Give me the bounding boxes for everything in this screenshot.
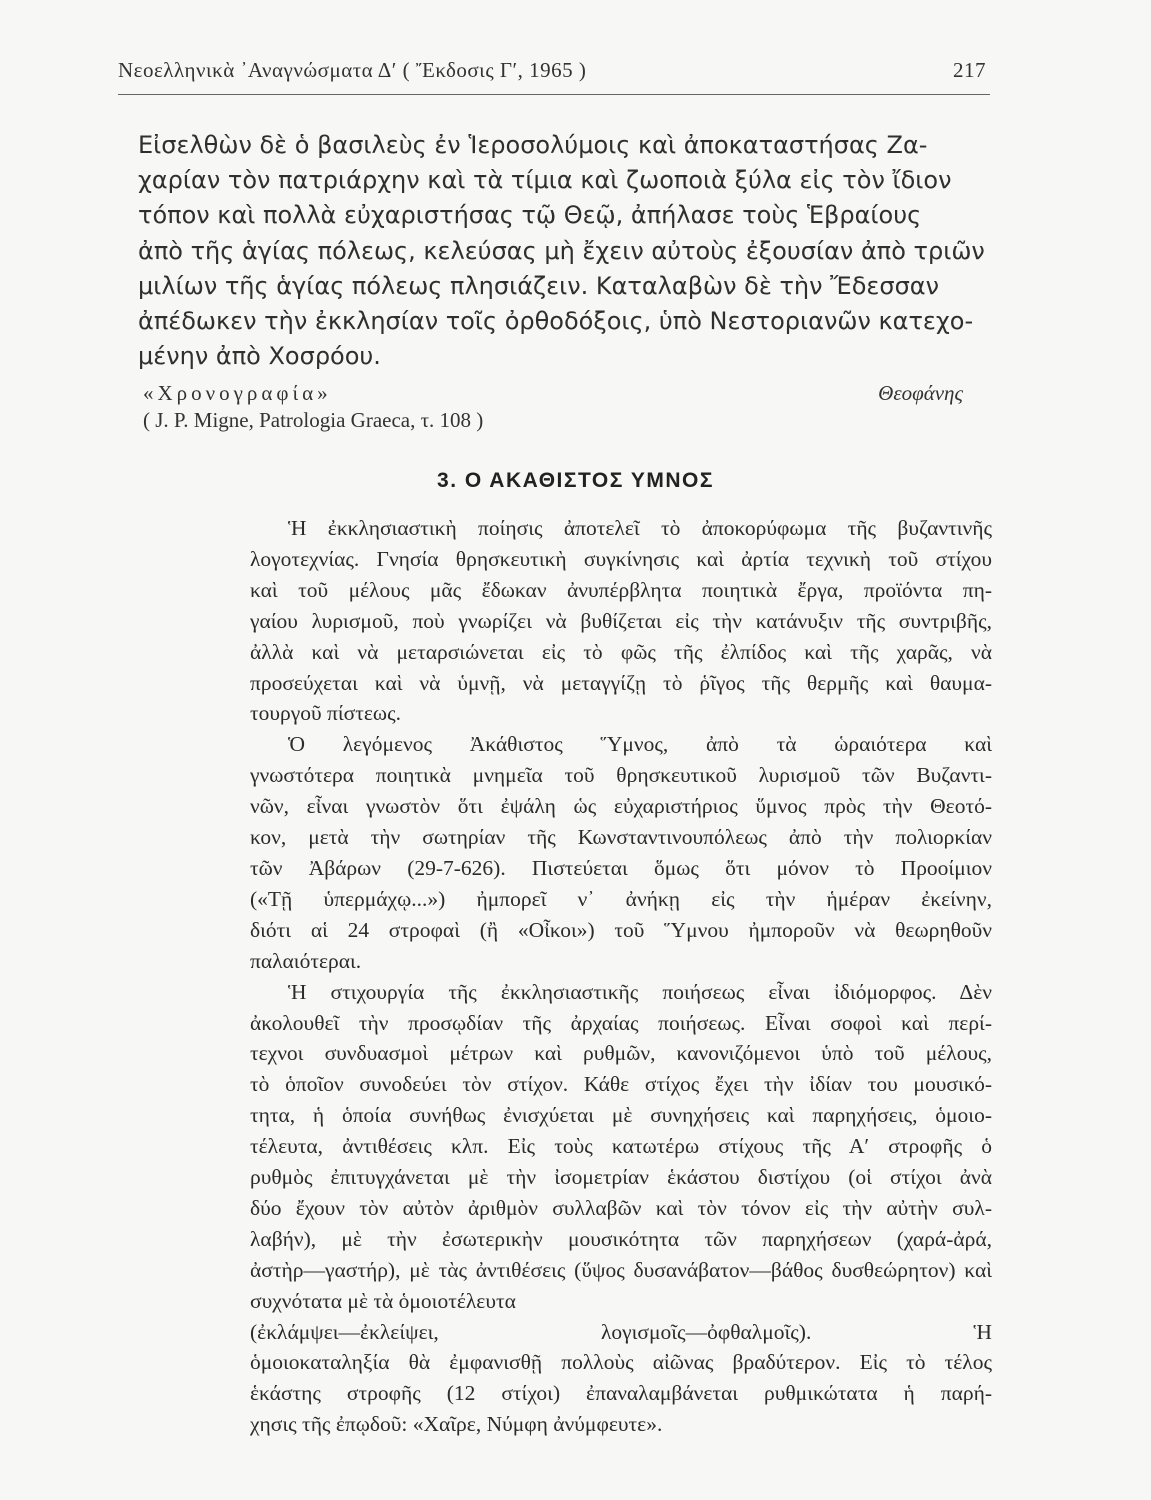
body-line: Ὁ λεγόμενος Ἀκάθιστος Ὕμνος, ἀπὸ τὰ ὡραιότερα καὶ: [288, 732, 992, 757]
body-line: δύο ἔχουν τὸν αὐτὸν ἀριθμὸν συλλαβῶν καὶ τὸν τόνον εἰς τὴν αὐτὴν συλ-: [250, 1195, 992, 1220]
body-line: ὁμοιοκαταληξία θὰ ἐμφανισθῇ πολλοὺς αἰῶνας βραδύτερον. Εἰς τὸ τέλος: [250, 1350, 992, 1375]
body-line: ἀστὴρ—γαστήρ), μὲ τὰς ἀντιθέσεις (ὕψος δυσανάβατον—βάθος δυσθεώρητον) καὶ συχνότατα μὲ τὰ ὁμοιοτέλευτα: [250, 1257, 992, 1313]
excerpt-line: τόπον καὶ πολλὰ εὐχαριστήσας τῷ Θεῷ, ἀπήλασε τοὺς Ἑβραίους: [138, 201, 922, 230]
header-title: Νεοελληνικὰ ᾿Αναγνώσματα Δ′ ( Ἔκδοσις Γ′, 1965 ): [118, 58, 587, 82]
body-line: τὸ ὁποῖον συνοδεύει τὸν στίχον. Κάθε στίχος ἔχει τὴν ἰδίαν του μουσικό-: [250, 1072, 992, 1097]
page-number: 217: [953, 58, 986, 82]
body-text: [250, 513, 992, 1440]
body-line: τεχνοι συνδυασμοὶ μέτρων καὶ ρυθμῶν, κανονιζόμενοι ὑπὸ τοῦ μέλους,: [250, 1041, 992, 1066]
body-line: καὶ τοῦ μέλους μᾶς ἔδωκαν ἀνυπέρβλητα ποιητικὰ ἔργα, προϊόντα πη-: [250, 577, 992, 602]
header-rule: [118, 94, 990, 95]
body-line: προσεύχεται καὶ νὰ ὑμνῇ, νὰ μεταγγίζῃ τὸ ῥῖγος τῆς θερμῆς καὶ θαυμα-: [250, 670, 992, 695]
source-work: «Χρονογραφία»: [143, 381, 332, 405]
excerpt-source: [143, 380, 993, 434]
excerpt-line: μιλίων τῆς ἁγίας πόλεως πλησιάζειν. Καταλαβὼν δὲ τὴν Ἔδεσσαν: [138, 271, 939, 300]
body-line: λαβήν), μὲ τὴν ἐσωτερικὴν μουσικότητα τῶν παρηχήσεων (χαρά-ἀρά,: [250, 1226, 992, 1251]
body-line: ἀλλὰ καὶ νὰ μεταρσιώνεται εἰς τὸ φῶς τῆς ἐλπίδος καὶ τῆς χαρᾶς, νὰ: [250, 639, 992, 664]
chronicle-excerpt: [138, 128, 990, 374]
section-title: 3. Ο ΑΚΑΘΙΣΤΟΣ ΥΜΝΟΣ: [437, 469, 714, 492]
body-line: ρυθμὸς ἐπιτυγχάνεται μὲ τὴν ἰσομετρίαν ἑκάστου διστίχου (οἱ στίχοι ἀνὰ: [250, 1165, 992, 1190]
excerpt-line: ἀπέδωκεν τὴν ἐκκλησίαν τοῖς ὀρθοδόξοις, ὑπὸ Νεστοριανῶν κατεχο-: [138, 307, 974, 336]
body-line: τουργοῦ πίστεως.: [250, 701, 401, 726]
body-line: Ἡ στιχουργία τῆς ἐκκλησιαστικῆς ποιήσεως εἶναι ἰδιόμορφος. Δὲν: [288, 979, 992, 1004]
source-citation: ( J. P. Migne, Patrologia Graeca, τ. 108 ): [143, 408, 484, 432]
body-line: λογοτεχνίας. Γνησία θρησκευτικὴ συγκίνησις καὶ ἀρτία τεχνικὴ τοῦ στίχου: [250, 546, 992, 571]
body-line: Ἡ ἐκκλησιαστικὴ ποίησις ἀποτελεῖ τὸ ἀποκορύφωμα τῆς βυζαντινῆς: [288, 516, 992, 540]
body-line: (ἐκλάμψει—ἐκλείψει, λογισμοῖς—ὀφθαλμοῖς). Ἡ: [250, 1319, 992, 1344]
body-line: τῶν Ἀβάρων (29-7-626). Πιστεύεται ὅμως ὅτι μόνον τὸ Προοίμιον: [250, 855, 992, 880]
excerpt-line: χαρίαν τὸν πατριάρχην καὶ τὰ τίμια καὶ ζωοποιὰ ξύλα εἰς τὸν ἴδιον: [138, 166, 952, 195]
source-author: Θεοφάνης: [878, 381, 963, 405]
body-line: κον, μετὰ τὴν σωτηρίαν τῆς Κωνσταντινουπόλεως ἀπὸ τὴν πολιορκίαν: [250, 825, 992, 850]
body-line: χησις τῆς ἐπῳδοῦ: «Χαῖρε, Νύμφη ἀνύμφευτε».: [250, 1412, 663, 1437]
body-line: διότι αἱ 24 στροφαὶ (ἢ «Οἶκοι») τοῦ Ὕμνου ἠμποροῦν νὰ θεωρηθοῦν: [250, 917, 992, 942]
excerpt-line: μένην ἀπὸ Χοσρόου.: [138, 342, 381, 371]
body-line: γνωστότερα ποιητικὰ μνημεῖα τοῦ θρησκευτικοῦ λυρισμοῦ τῶν Βυζαντι-: [250, 763, 992, 788]
body-line: («Τῇ ὑπερμάχῳ...») ἠμπορεῖ ν᾿ ἀνήκῃ εἰς τὴν ἡμέραν ἐκείνην,: [250, 886, 992, 911]
body-line: νῶν, εἶναι γνωστὸν ὅτι ἐψάλη ὡς εὐχαριστήριος ὕμνος πρὸς τὴν Θεοτό-: [250, 794, 992, 819]
body-line: γαίου λυρισμοῦ, ποὺ γνωρίζει νὰ βυθίζεται εἰς τὴν κατάνυξιν τῆς συντριβῆς,: [250, 608, 992, 633]
excerpt-line: ἀπὸ τῆς ἁγίας πόλεως, κελεύσας μὴ ἔχειν αὐτοὺς ἐξουσίαν ἀπὸ τριῶν: [138, 236, 985, 265]
body-line: παλαιότεραι.: [250, 948, 362, 973]
body-line: ἑκάστης στροφῆς (12 στίχοι) ἐπαναλαμβάνεται ρυθμικώτατα ἡ παρή-: [250, 1381, 992, 1406]
body-line: τέλευτα, ἀντιθέσεις κλπ. Εἰς τοὺς κατωτέρω στίχους τῆς Α′ στροφῆς ὁ: [250, 1134, 992, 1159]
body-line: ἀκολουθεῖ τὴν προσῳδίαν τῆς ἀρχαίας ποιήσεως. Εἶναι σοφοὶ καὶ περί-: [250, 1010, 992, 1035]
body-line: τητα, ἡ ὁποία συνήθως ἐνισχύεται μὲ συνηχήσεις καὶ παρηχήσεις, ὁμοιο-: [250, 1103, 992, 1128]
excerpt-line: Εἰσελθὼν δὲ ὁ βασιλεὺς ἐν Ἱεροσολύμοις καὶ ἀποκαταστήσας Ζα-: [138, 131, 928, 159]
